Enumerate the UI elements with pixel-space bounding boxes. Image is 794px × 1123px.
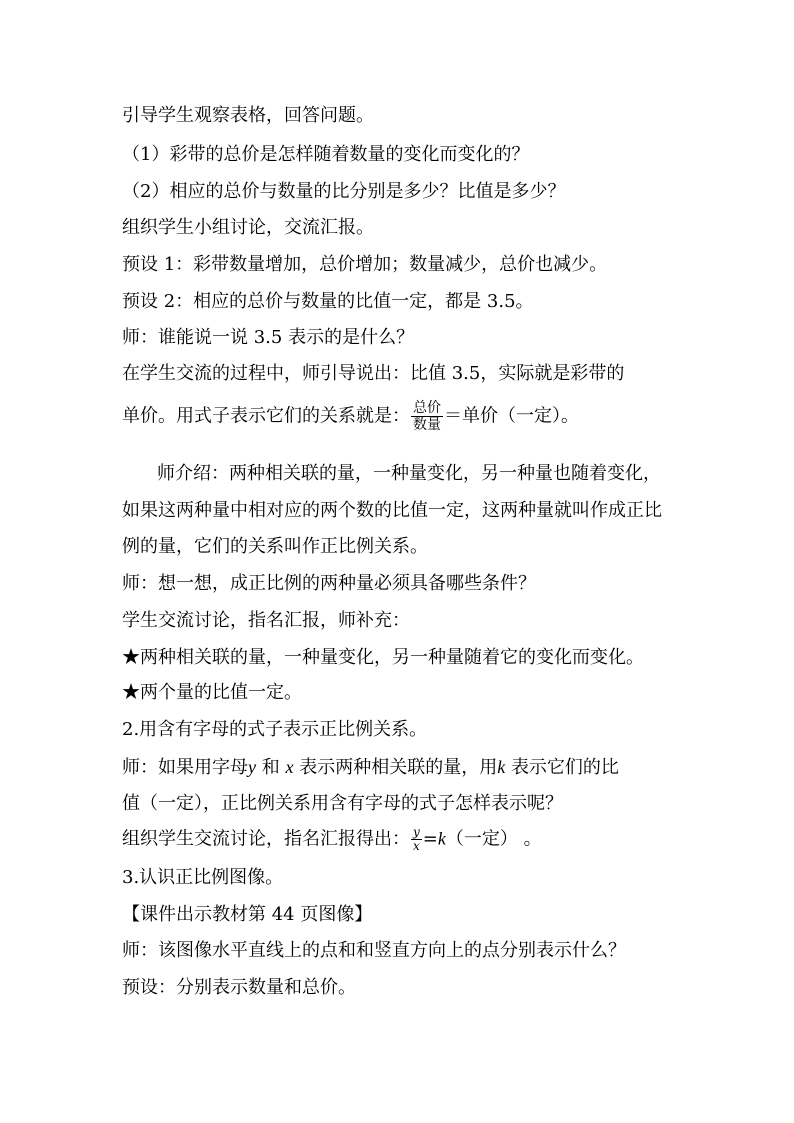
text-run: 和 <box>261 757 280 778</box>
paragraph: 师介绍：两种相关联的量，一种量变化，另一种量也随着变化， <box>157 463 661 484</box>
fraction-numerator: y <box>413 825 420 839</box>
fraction-total-over-quantity <box>411 400 443 433</box>
courseware-note: 【课件出示教材第 44 页图像】 <box>122 904 373 925</box>
paragraph: 值（一定），正比例关系用含有字母的式子怎样表示呢？ <box>122 793 563 814</box>
variable-y: y <box>248 757 256 777</box>
text-run: 师：如果用字母 <box>122 757 248 778</box>
paragraph <box>122 755 794 780</box>
paragraph: 例的量，它们的关系叫作正比例关系。 <box>122 536 428 557</box>
variable-k: k <box>497 757 506 777</box>
paragraph: 引导学生观察表格，回答问题。 <box>122 105 374 126</box>
formula-text: （一定） 。 <box>445 828 542 850</box>
formula-text: = <box>422 828 438 850</box>
condition-2: ★两个量的比值一定。 <box>122 682 302 703</box>
fraction-denominator: 数量 <box>413 417 441 433</box>
fraction-y-over-x <box>411 826 422 853</box>
variable-x: x <box>285 757 294 777</box>
text-run: 表示它们的比 <box>510 757 619 778</box>
formula-text: ＝单价（一定）。 <box>444 405 579 427</box>
paragraph: 组织学生小组讨论，交流汇报。 <box>122 217 374 238</box>
paragraph: 如果这两种量中相对应的两个数的比值一定，这两种量就叫作成正比 <box>122 500 662 521</box>
preset-1: 预设 1：彩带数量增加，总价增加；数量减少，总价也减少。 <box>122 254 608 275</box>
text-run: 表示两种相关联的量，用 <box>299 757 498 778</box>
paragraph: 师：该图像水平直线上的点和和竖直方向上的点分别表示什么？ <box>122 940 626 961</box>
section-heading: 2.用含有字母的式子表示正比例关系。 <box>122 719 428 740</box>
formula-text: 单价。用式子表示它们的关系就是： <box>122 405 410 427</box>
fraction-denominator: x <box>413 839 420 853</box>
paragraph: 师：谁能说一说 3.5 表示的是什么？ <box>122 327 415 348</box>
paragraph: 师：想一想，成正比例的两种量必须具备哪些条件？ <box>122 573 536 594</box>
condition-1: ★两种相关联的量，一种量变化，另一种量随着它的变化而变化。 <box>122 647 644 668</box>
preset-2: 预设 2：相应的总价与数量的比值一定，都是 3.5。 <box>122 291 534 312</box>
question-1: （1）彩带的总价是怎样随着数量的变化而变化的？ <box>122 144 530 165</box>
formula-line <box>122 400 794 433</box>
section-heading: 3.认识正比例图像。 <box>122 867 284 888</box>
formula-text: 组织学生交流讨论，指名汇报得出： <box>122 828 410 850</box>
paragraph: 学生交流讨论，指名汇报，师补充： <box>122 610 410 631</box>
formula-line <box>122 826 794 853</box>
variable-k: k <box>437 828 446 849</box>
question-2: （2）相应的总价与数量的比分别是多少？比值是多少？ <box>122 181 566 202</box>
fraction-numerator: 总价 <box>413 400 441 416</box>
paragraph: 预设：分别表示数量和总价。 <box>122 977 356 998</box>
paragraph: 在学生交流的过程中，师引导说出：比值 3.5，实际就是彩带的 <box>122 363 625 384</box>
